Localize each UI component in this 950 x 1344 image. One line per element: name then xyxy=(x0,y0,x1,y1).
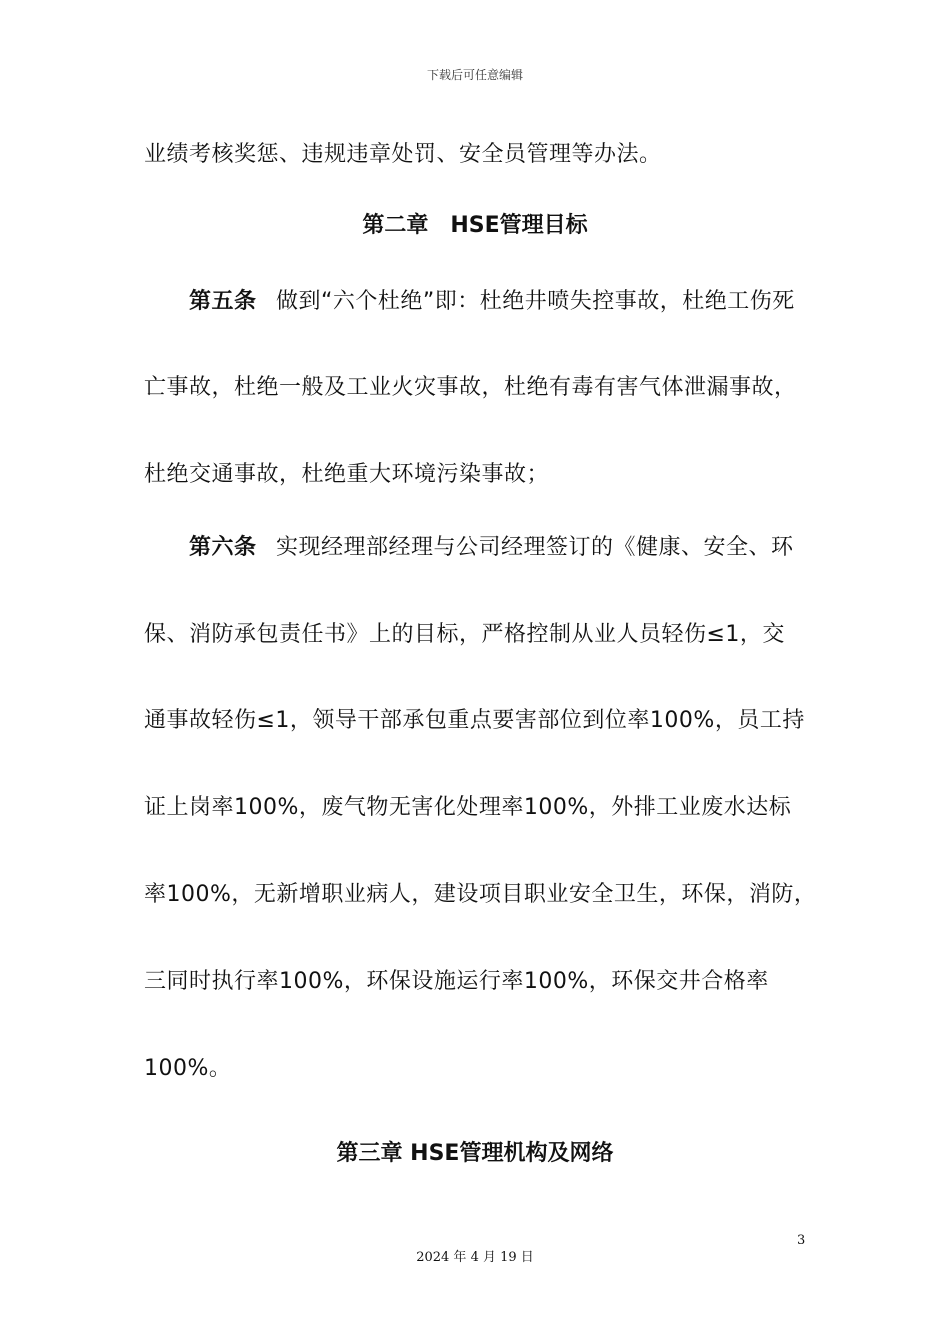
article-6-line-6: 三同时执行率100%，环保设施运行率100%，环保交井合格率 xyxy=(144,969,769,994)
article-6-label: 第六条 xyxy=(189,535,257,560)
article-6-text: 实现经理部经理与公司经理签订的《健康、安全、环 xyxy=(276,535,794,560)
article-6-line-1 xyxy=(189,530,794,561)
footer-date: 2024 年 4 月 19 日 xyxy=(416,1250,534,1265)
page-number: 3 xyxy=(797,1233,806,1248)
article-6-line-5: 率100%，无新增职业病人，建设项目职业安全卫生，环保，消防， xyxy=(144,882,817,907)
article-6-line-3: 通事故轻伤≤1，领导干部承包重点要害部位到位率100%，员工持 xyxy=(144,708,805,733)
article-5-line-2: 亡事故，杜绝一般及工业火灾事故，杜绝有毒有害气体泄漏事故， xyxy=(144,375,797,400)
chapter-2-title: 第二章 HSE管理目标 xyxy=(362,213,588,238)
chapter-3-title: 第三章 HSE管理机构及网络 xyxy=(336,1141,614,1166)
article-5-line-1 xyxy=(189,284,795,315)
article-5-label: 第五条 xyxy=(189,289,257,314)
intro-line: 业绩考核奖惩、违规违章处罚、安全员管理等办法。 xyxy=(144,142,662,167)
article-6-line-4: 证上岗率100%，废气物无害化处理率100%，外排工业废水达标 xyxy=(144,795,792,820)
article-6-line-2: 保、消防承包责任书》上的目标，严格控制从业人员轻伤≤1，交 xyxy=(144,622,785,647)
article-5-text: 做到“六个杜绝”即：杜绝井喷失控事故，杜绝工伤死 xyxy=(276,289,795,314)
article-5-line-3: 杜绝交通事故，杜绝重大环境污染事故； xyxy=(144,462,550,487)
page-header-note: 下载后可任意编辑 xyxy=(426,68,523,82)
article-6-line-7: 100%。 xyxy=(144,1056,232,1081)
